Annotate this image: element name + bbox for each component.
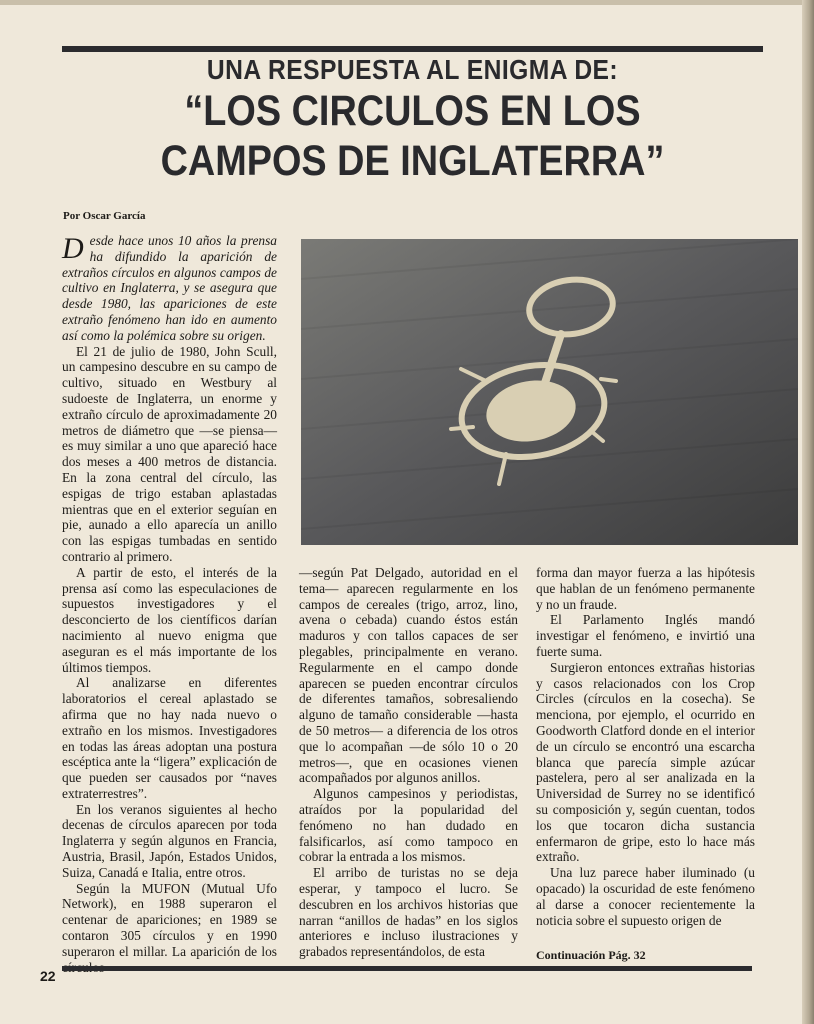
paragraph: Una luz parece haber iluminado (u opacado) la oscuridad de este fenómeno al darse a conocer recientemente la noticia sobre el supuesto origen de (536, 865, 755, 928)
bottom-rule (62, 966, 752, 971)
page-right-edge (802, 0, 814, 1024)
paragraph: El 21 de julio de 1980, John Scull, un campesino descubre en su campo de cultivo, situado en Westbury al sudoeste de Inglaterra, un enorme y extraño círculo de aproximadamente 20 metros de diámetro que —se piensa— es muy similar a uno que apareció hace dos meses a 400 metros de distancia. En la zona central del círculo, las espigas de trigo estaban aplastadas mientras que en el exterior seguían en pie, aunado a ello aparecía un anillo con las espigas tumbadas en sentido contrario al primero. (62, 343, 277, 564)
drop-cap: D (62, 232, 84, 265)
column-3 (536, 565, 755, 928)
crop-circle-photo (301, 239, 798, 545)
paragraph: Surgieron entonces extrañas historias y casos relacionados con los Crop Circles (círculos en la cosecha). Se menciona, por ejemplo, el ocurrido en Goodworth Clatford donde en el interior de un círculo se encontró una escarcha blanca que parecía simple azúcar pastelera, pero al ser analizada en la Universidad de Surrey no se identificó su composición y, según cuentan, todos los que tocaron dicha sustancia enfermaron de gripe, esto lo hace más extraño. (536, 659, 755, 865)
paragraph: Según la MUFON (Mutual Ufo Network), en 1988 superaron el centenar de apariciones; en 1989 se contaron 305 círculos y en 1990 superaron el millar. La aparición de los (62, 880, 277, 959)
paragraph: Algunos campesinos y periodistas, atraídos por la popularidad del fenómeno no han dudado en falsificarlos, así como tampoco en cobrar la entrada a los mismos. (299, 786, 518, 865)
paragraph: A partir de esto, el interés de la prensa así como las especulaciones de supuestos investigadores y el desconcierto de los científicos darían nacimiento al nuevo enigma que aseguran es el más importante de los últimos tiempos. (62, 564, 277, 675)
lede-text: esde hace unos 10 años la prensa ha difundido la aparición de extraños círculos en algunos campos de cultivo en Inglaterra, y se asegura que desde 1980, las apariciones de este extraño fenómeno han ido en aumento así como la polémica sobre su origen. (62, 233, 277, 343)
paragraph: El arribo de turistas no se deja esperar, y tampoco el lucro. Se descubren en los archivos historias que narran “anillos de hadas” en los siglos anteriores e incluso ilustraciones y grabados representándolos, de esta (299, 865, 518, 960)
page-top-edge (0, 0, 814, 5)
paragraph: forma dan mayor fuerza a las hipótesis que hablan de un fenómeno permanente y no un fraude. (536, 565, 755, 612)
crop-circle-photo-icon (301, 239, 798, 545)
top-rule (62, 46, 763, 52)
paragraph: El Parlamento Inglés mandó investigar el fenómeno, e invirtió una fuerte suma. (536, 612, 755, 659)
paragraph: En los veranos siguientes al hecho decenas de círculos aparecen por toda Inglaterra y según algunos en Francia, Austria, Brasil, Japón, Estados Unidos, Suiza, Canadá e Italia, entre otros. (62, 801, 277, 880)
kicker: UNA RESPUESTA AL ENIGMA DE: (206, 54, 619, 85)
column-1 (62, 233, 277, 975)
paragraph: Al analizarse en diferentes laboratorios el cereal aplastado se afirma que no hay nada nuevo o extraño en los mismos. Investigadores en todas las áreas adoptan una postura escéptica ante la “ligera” explicación de que pueden ser causados por “naves extraterrestres”. (62, 675, 277, 801)
headline-text: “LOS CIRCULOS EN LOS CAMPOS DE INGLATERRA” (160, 87, 665, 185)
lede-paragraph (62, 233, 277, 344)
paragraph: —según Pat Delgado, autoridad en el tema— aparecen regularmente en los campos de cereales (trigo, arroz, lino, avena o cebada) cuando éstos están maduros y con tallos capaces de ser plegables, principalmente en verano. Regularmente en el campo donde aparecen se pueden encontrar círculos de diferentes tamaños, sobresaliendo alguno de tamaño considerable —hasta de 50 metros— a diferencia de los otros que lo acompañan —de sólo 10 o 20 metros—, que en ocasiones vienen acompañados por algunos anillos. (299, 565, 518, 786)
column-2 (299, 565, 518, 960)
continuation-note: Continuación Pág. 32 (536, 948, 646, 962)
page-number: 22 (40, 968, 56, 984)
headline (104, 86, 721, 186)
byline: Por Oscar García (63, 210, 146, 222)
